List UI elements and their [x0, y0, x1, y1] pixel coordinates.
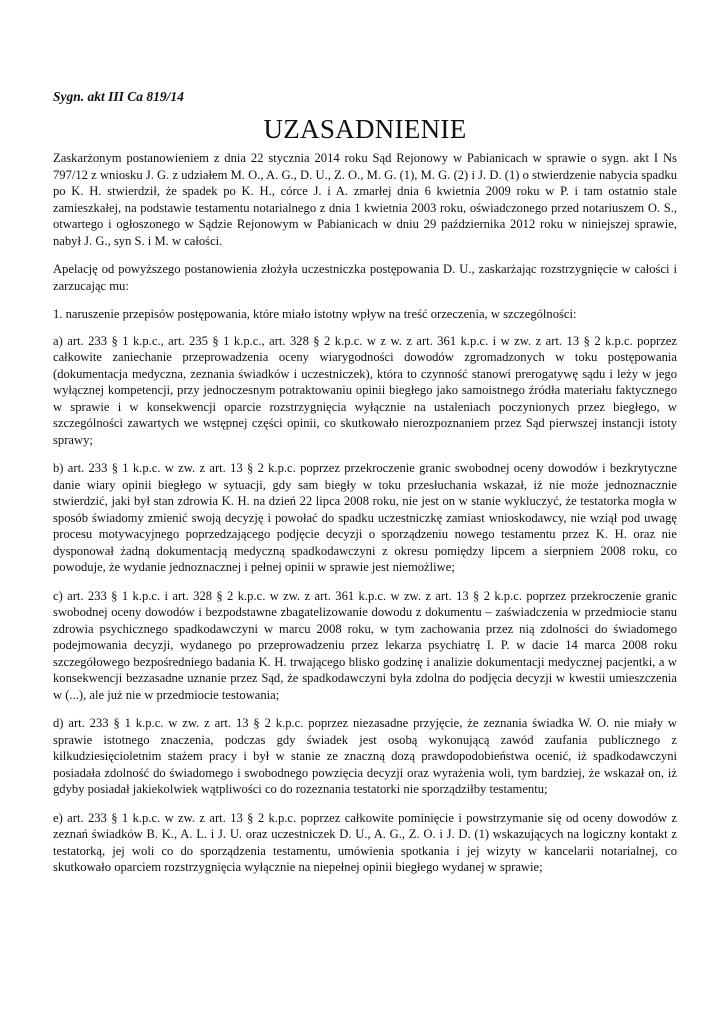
- paragraph-point-e: e) art. 233 § 1 k.p.c. w zw. z art. 13 § 2 k.p.c. poprzez całkowite pominięcie i powstrzymanie się od oceny dowodów z zeznań świadków B. K., A. L. i J. U. oraz uczestniczek D. U., A. G., Z. O. i J. D. (1) wskazujących na logiczny kontakt z testatorką, jej woli co do sporządzenia testamentu, umówienia spotkania i jej wizyty w kancelarii notarialnej, co skutkowało oparciem rozstrzygnięcia wyłącznie na niepełnej opinii biegłego wydanej w sprawie;: [53, 810, 677, 874]
- paragraph-appeal: Apelację od powyższego postanowienia złożyła uczestniczka postępowania D. U., zaskarżając rozstrzygnięcie w całości i zarzucając mu:: [53, 262, 677, 293]
- paragraph-point-a: a) art. 233 § 1 k.p.c., art. 235 § 1 k.p.c., art. 328 § 2 k.p.c. w z w. z art. 361 k.p.c. i w zw. z art. 13 § 2 k.p.c. poprzez całkowite zaniechanie przeprowadzenia oceny wiarygodności dowodów zgromadzonych w toku postępowania (dokumentacja medyczna, zeznania świadków i uczestniczek), która to czynność stanowi prerogatywę sądu i leży w jego wyłącznej kompetencji, przy jednoczesnym potraktowaniu opinii biegłego jako samoistnego źródła materiału faktycznego w sprawie i w konsekwencji oparcie rozstrzygnięcia wyłącznie na ustaleniach poczynionych przez biegłego, w szczególności zawartych we wstępnej części opinii, co skutkowało nierozpoznaniem przez Sąd pierwszej instancji istoty sprawy;: [53, 333, 677, 447]
- paragraph-point-d: d) art. 233 § 1 k.p.c. w zw. z art. 13 § 2 k.p.c. poprzez niezasadne przyjęcie, że zeznania świadka W. O. nie miały w sprawie istotnego znaczenia, podczas gdy świadek jest osobą wykonującą zawód zaufania publicznego z kilkudziesięcioletnim stażem pracy i był w stanie ze znaczną dozą prawdopodobieństwa ocenić, iż spadkodawczyni posiadała zdolność do świadomego i swobodnego powzięcia decyzji oraz wyrażenia woli, tym bardziej, że wskazał on, iż gdyby posiadał jakiekolwiek wątpliwości co do rozeznania testatorki nie sporządziłby testamentu;: [53, 716, 677, 796]
- case-signature: Sygn. akt III Ca 819/14: [53, 89, 184, 104]
- paragraph-point-b: b) art. 233 § 1 k.p.c. w zw. z art. 13 § 2 k.p.c. poprzez przekroczenie granic swobodnej oceny dowodów i bezkrytyczne danie wiary opinii biegłego w sytuacji, gdy sam biegły w toku przesłuchania wskazał, iż nie może jednoznacznie stwierdzić, jaki był stan zdrowia K. H. na dzień 22 lipca 2008 roku, nie jest on w stanie wykluczyć, że testatorka mogła w sposób świadomy zmienić swoją decyzję i powołać do spadku uczestniczkę zamiast wnioskodawcy, nie wziął pod uwagę procesu motywacyjnego poprzedzającego podjęcie decyzji o sporządzeniu nowego testamentu przez K. H. oraz nie dysponował żadną dokumentacją medyczną spadkodawczyni z okresu pomiędzy lipcem a sierpniem 2008 roku, co powoduje, że wydanie jednoznacznej i pełnej opinii w sprawie jest niemożliwe;: [53, 461, 677, 574]
- document-page: [53, 88, 677, 888]
- paragraph-intro: Zaskarżonym postanowieniem z dnia 22 stycznia 2014 roku Sąd Rejonowy w Pabianicach w sprawie o sygn. akt I Ns 797/12 z wniosku J. G. z udziałem M. O., A. G., D. U., Z. O., M. G. (1), M. G. (2) i J. D. (1) o stwierdzenie nabycia spadku po K. H. stwierdził, że spadek po K. H., córce J. i A. zmarłej dnia 6 kwietnia 2009 roku w P. i tam ostatnio stale zamieszkałej, na podstawie testamentu notarialnego z dnia 1 kwietnia 2003 roku, oświadczonego przed notariuszem O. S., otwartego i ogłoszonego w Sądzie Rejonowym w Pabianicach w dniu 29 października 2012 roku w niniejszej sprawie, nabył J. G., syn S. i M. w całości.: [53, 151, 677, 248]
- paragraph-point-1: 1. naruszenie przepisów postępowania, które miało istotny wpływ na treść orzeczenia, w szczególności:: [53, 307, 577, 321]
- document-title: UZASADNIENIE: [263, 114, 467, 144]
- paragraph-point-c: c) art. 233 § 1 k.p.c. i art. 328 § 2 k.p.c. w zw. z art. 361 k.p.c. w zw. z art. 13 § 2 k.p.c. poprzez przekroczenie granic swobodnej oceny dowodów i bezpodstawne zbagatelizowanie dowodu z dokumentu – zaświadczenia w przedmiocie stanu zdrowia psychicznego spadkodawczyni w marcu 2008 roku, w tym zachowania przez nią zdolności do świadomego podejmowania decyzji, wydanego po przeprowadzeniu przez lekarza psychiatrę I. P. w dacie 14 marca 2008 roku szczegółowego bezpośredniego badania K. H. trwającego blisko godzinę i analizie dokumentacji medycznej pacjentki, a w konsekwencji bezzasadne uznanie przez Sąd, że spadkodawczyni była zdolna do podjęcia decyzji w kwestii umieszczenia w (...), ale już nie w przedmiocie testowania;: [53, 588, 677, 702]
